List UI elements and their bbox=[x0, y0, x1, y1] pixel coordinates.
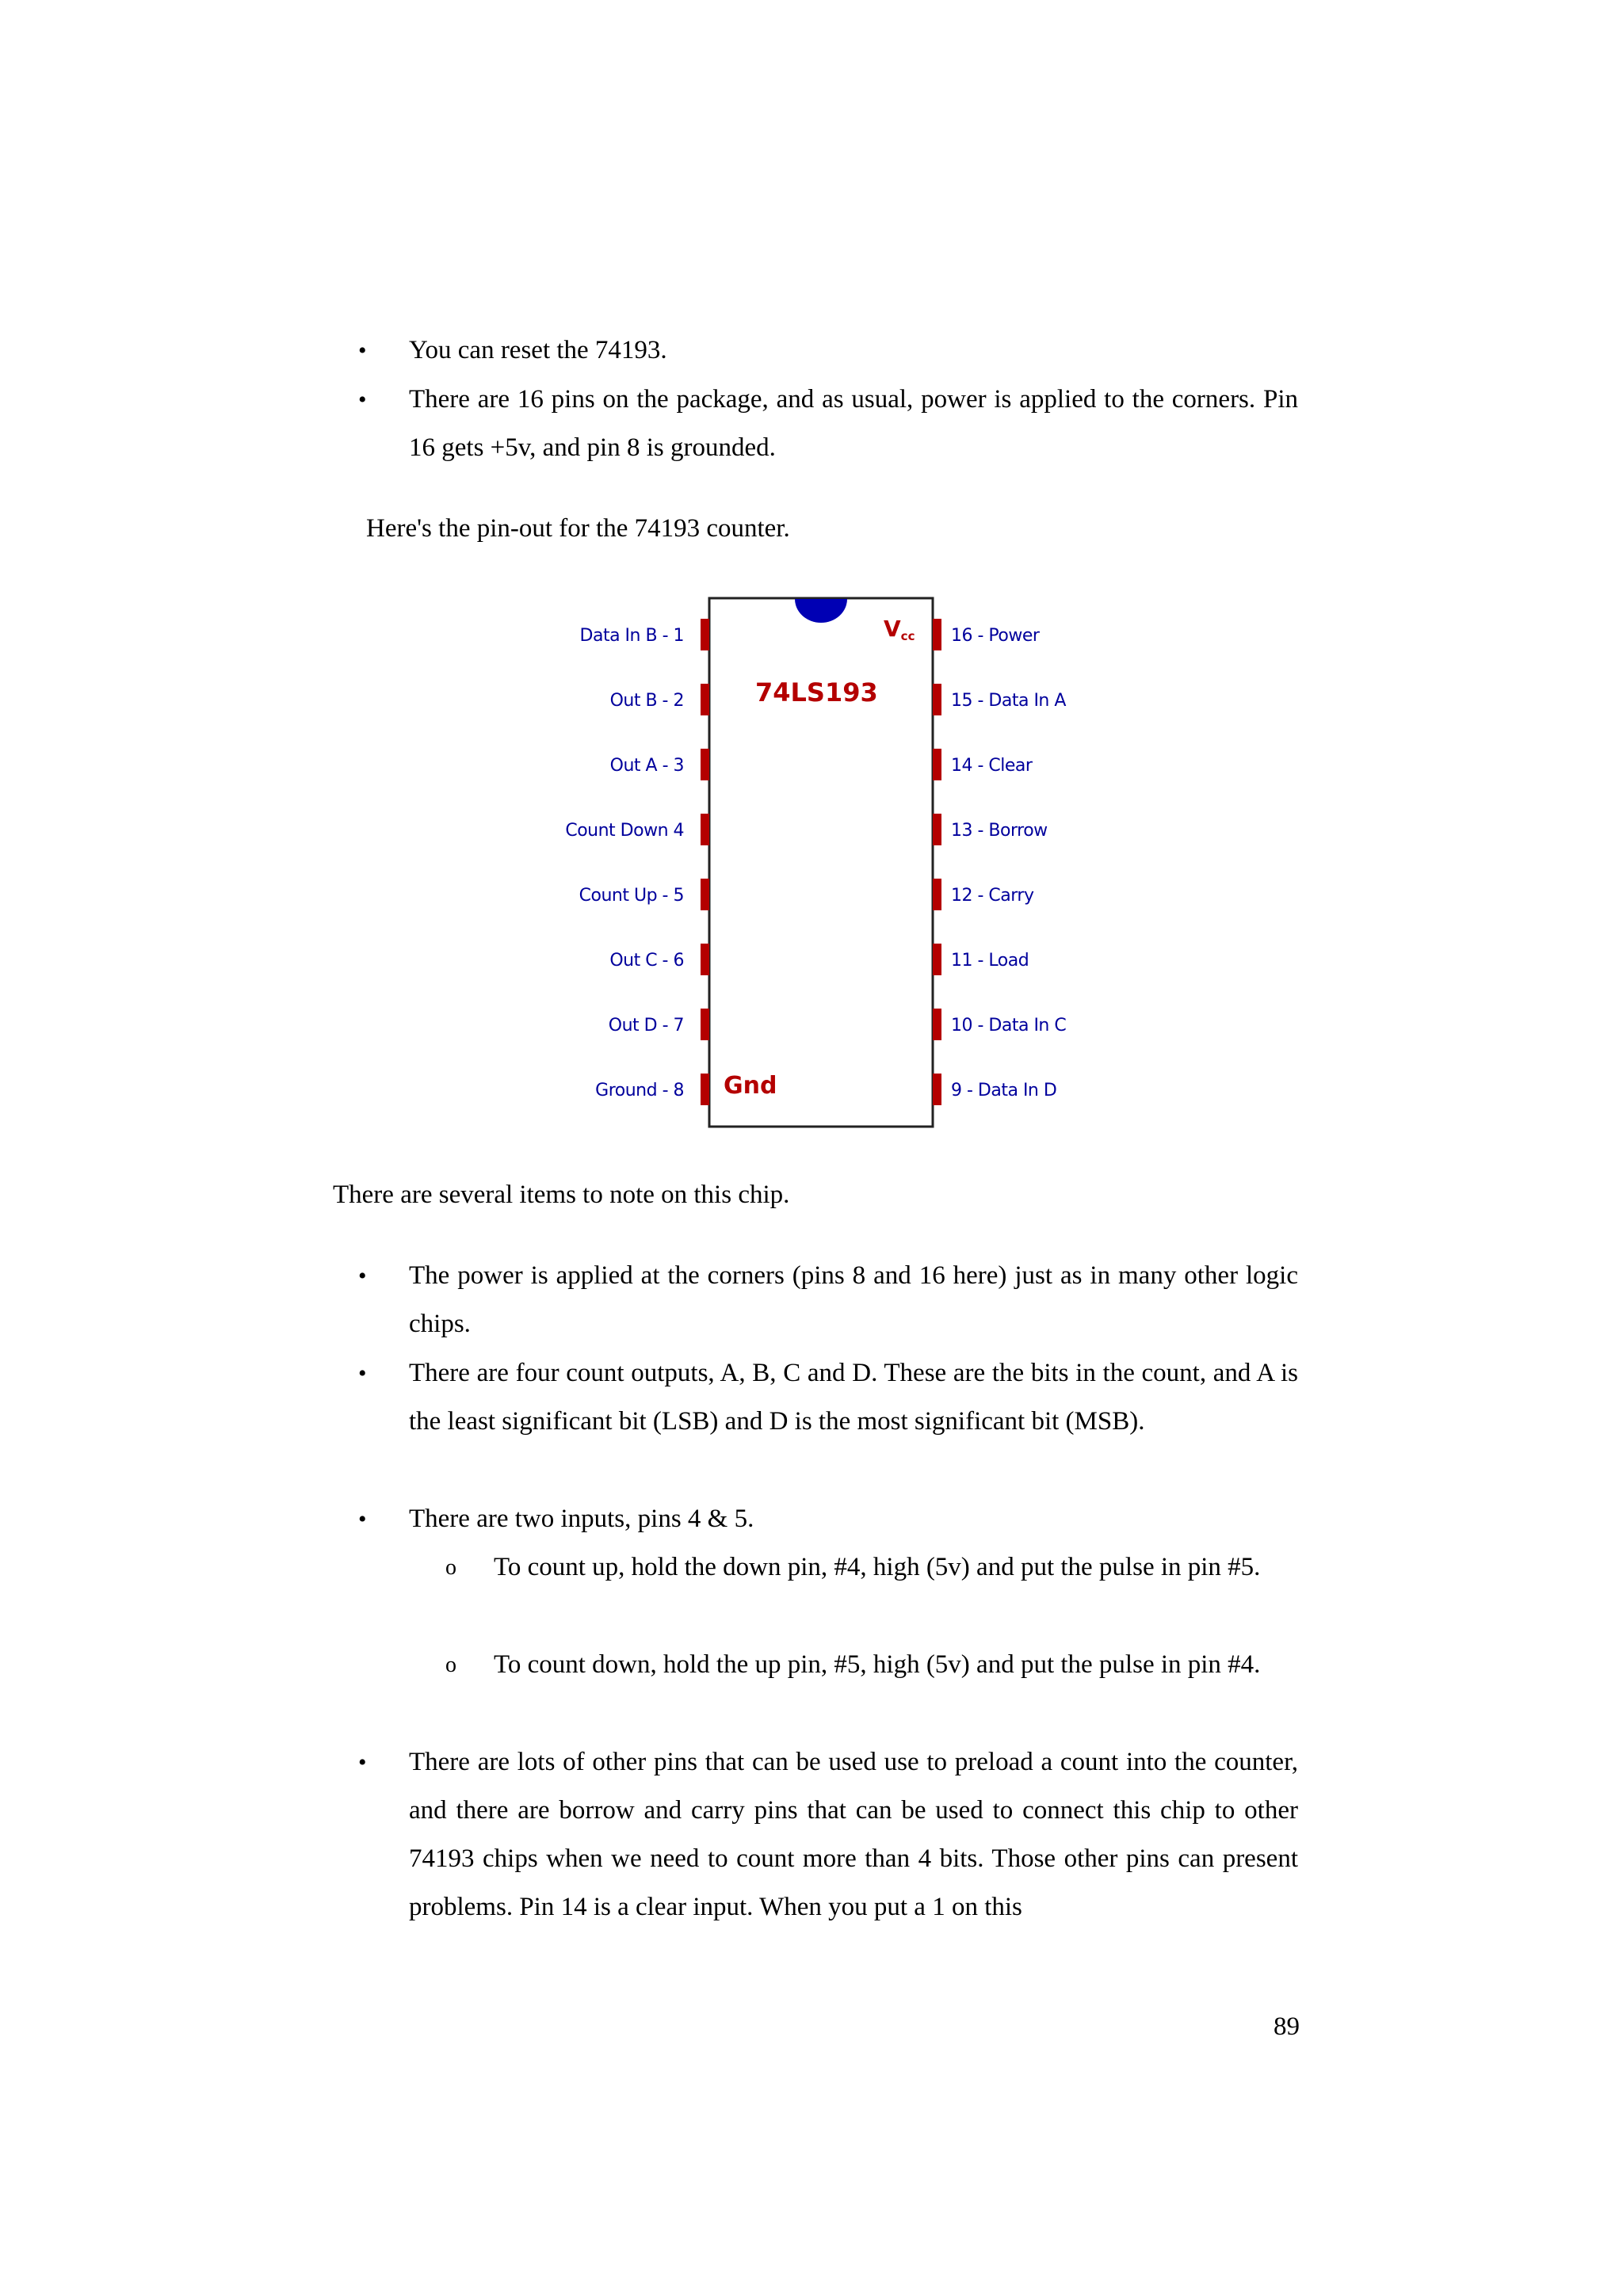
bullet-text-reset: You can reset the 74193. bbox=[409, 336, 667, 364]
bullet-marker: • bbox=[358, 1749, 367, 1775]
bullet-text-pins: There are 16 pins on the package, and as usual, power is applied to the corners. Pin 16 gets +5v, and pin 8 is grounded. bbox=[409, 385, 1298, 462]
gnd-label: Gnd bbox=[724, 1072, 777, 1100]
right-pins bbox=[933, 619, 1066, 1105]
sub-note-count-down: To count down, hold the up pin, #5, high (5v) and put the pulse in pin #4. bbox=[494, 1650, 1261, 1679]
right-pin-label-15: 15 - Data In A bbox=[951, 691, 1066, 711]
sub-note-count-up: To count up, hold the down pin, #4, high (5v) and put the pulse in pin #5. bbox=[494, 1553, 1261, 1581]
pinout-intro: Here's the pin-out for the 74193 counter. bbox=[366, 514, 790, 543]
right-pin-14 bbox=[933, 749, 941, 780]
right-pin-label-10: 10 - Data In C bbox=[951, 1016, 1067, 1035]
right-pin-label-11: 11 - Load bbox=[951, 951, 1029, 971]
right-pin-16 bbox=[933, 619, 941, 650]
left-pin-label-2: Out B - 2 bbox=[609, 691, 684, 711]
right-pin-label-12: 12 - Carry bbox=[951, 886, 1034, 906]
notes-intro: There are several items to note on this chip. bbox=[333, 1180, 790, 1209]
left-pin-label-4: Count Down 4 bbox=[565, 821, 684, 841]
page-number: 89 bbox=[1274, 2012, 1300, 2041]
bullet-marker: • bbox=[358, 1263, 367, 1289]
left-pin-label-1: Data In B - 1 bbox=[579, 626, 684, 646]
right-pin-13 bbox=[933, 814, 941, 845]
bullet-marker: • bbox=[358, 338, 367, 364]
right-pin-11 bbox=[933, 944, 941, 975]
left-pin-label-5: Count Up - 5 bbox=[579, 886, 684, 906]
left-pin-label-7: Out D - 7 bbox=[608, 1016, 684, 1035]
right-pin-label-13: 13 - Borrow bbox=[951, 821, 1048, 841]
bullet-marker: • bbox=[358, 1360, 367, 1386]
left-pin-8 bbox=[701, 1074, 709, 1105]
left-pin-5 bbox=[701, 879, 709, 910]
sub-bullet-marker: o bbox=[445, 1555, 456, 1580]
chip-name: 74LS193 bbox=[755, 677, 878, 707]
left-pin-label-3: Out A - 3 bbox=[609, 756, 684, 776]
left-pin-label-6: Out C - 6 bbox=[609, 951, 684, 971]
note-outputs: There are four count outputs, A, B, C and D. These are the bits in the count, and A is the least significant bit (LSB) and D is the most significant bit (MSB). bbox=[409, 1359, 1298, 1436]
note-inputs: There are two inputs, pins 4 & 5. bbox=[409, 1505, 754, 1533]
left-pin-4 bbox=[701, 814, 709, 845]
left-pin-7 bbox=[701, 1009, 709, 1040]
vcc-label: Vcc bbox=[884, 616, 915, 643]
right-pin-label-16: 16 - Power bbox=[951, 626, 1040, 646]
left-pin-6 bbox=[701, 944, 709, 975]
right-pin-15 bbox=[933, 684, 941, 715]
right-pin-label-9: 9 - Data In D bbox=[951, 1081, 1057, 1100]
note-other-pins: There are lots of other pins that can be used use to preload a count into the counter, and there are borrow and carry pins that can be used to connect this chip to other 74193 chips when we need to count more than 4 bits. Those other pins can present problems. Pin 14 is a clear input. When you put a 1 on this bbox=[409, 1748, 1298, 1921]
bullet-marker: • bbox=[358, 1506, 367, 1532]
note-power: The power is applied at the corners (pins 8 and 16 here) just as in many other logic chips. bbox=[409, 1261, 1298, 1338]
sub-bullet-marker: o bbox=[445, 1653, 456, 1677]
left-pin-label-8: Ground - 8 bbox=[595, 1081, 684, 1100]
left-pins bbox=[565, 619, 709, 1105]
left-pin-3 bbox=[701, 749, 709, 780]
right-pin-10 bbox=[933, 1009, 941, 1040]
pinout-diagram bbox=[539, 586, 1109, 1133]
right-pin-9 bbox=[933, 1074, 941, 1105]
right-pin-label-14: 14 - Clear bbox=[951, 756, 1033, 776]
left-pin-2 bbox=[701, 684, 709, 715]
bullet-marker: • bbox=[358, 387, 367, 413]
right-pin-12 bbox=[933, 879, 941, 910]
left-pin-1 bbox=[701, 619, 709, 650]
